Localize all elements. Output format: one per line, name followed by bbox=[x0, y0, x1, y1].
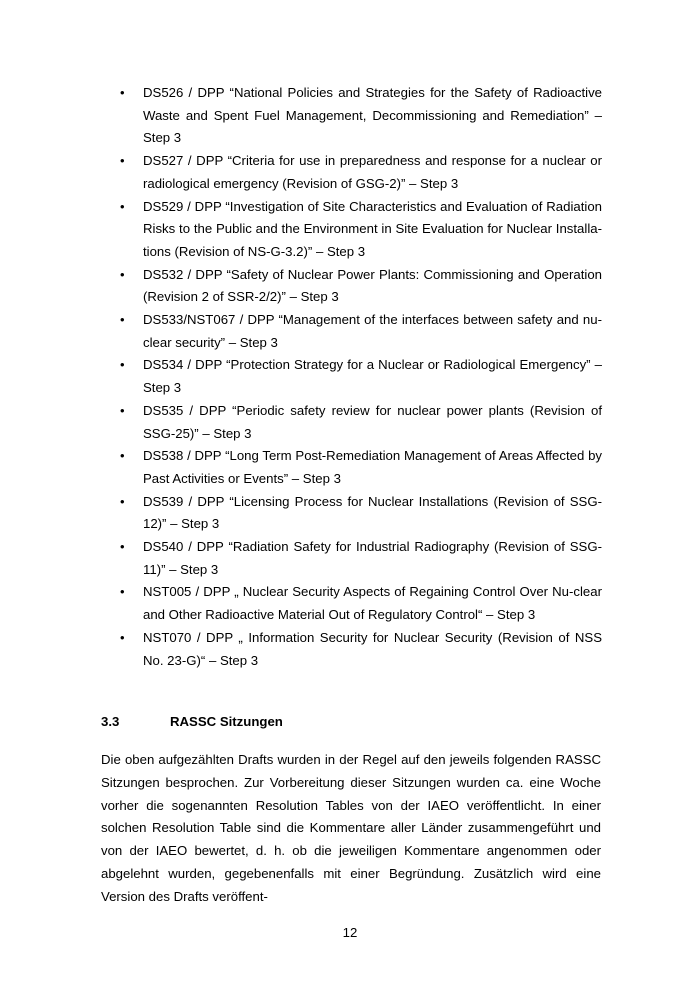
list-item: • DS538 / DPP “Long Term Post-Remediation Management of Areas Affected by Past Activities or Events” – Step 3 bbox=[118, 445, 602, 490]
list-item: • DS535 / DPP “Periodic safety review for nuclear power plants (Revision of SSG-25)” – Step 3 bbox=[118, 400, 602, 445]
list-item: • DS540 / DPP “Radiation Safety for Industrial Radiography (Revision of SSG-11)” – Step 3 bbox=[118, 536, 602, 581]
list-item: • NST070 / DPP „ Information Security for Nuclear Security (Revision of NSS No. 23-G)“ – Step 3 bbox=[118, 627, 602, 672]
list-item: • DS533/NST067 / DPP “Management of the interfaces between safety and nuclear security” – Step 3 bbox=[118, 309, 602, 354]
section-title: RASSC Sitzungen bbox=[170, 714, 283, 729]
list-item: • DS532 / DPP “Safety of Nuclear Power Plants: Commissioning and Operation (Revision 2 of SSR-2/2)” – Step 3 bbox=[118, 264, 602, 309]
list-item: • DS539 / DPP “Licensing Process for Nuclear Installations (Revision of SSG-12)” – Step 3 bbox=[118, 491, 602, 536]
page-number: 12 bbox=[342, 925, 358, 940]
section-heading bbox=[101, 714, 283, 729]
list-item: • DS529 / DPP “Investigation of Site Characteristics and Evaluation of Radiation Risks to the Public and the Environment in Site Evaluation for Nuclear Installations (Revision of NS-G-3.2)” – Step 3 bbox=[118, 196, 602, 264]
list-item: • NST005 / DPP „ Nuclear Security Aspects of Regaining Control Over Nu-clear and Other Radioactive Material Out of Regulatory Control“ – Step 3 bbox=[118, 581, 602, 626]
draft-list bbox=[118, 82, 602, 672]
list-item: • DS527 / DPP “Criteria for use in preparedness and response for a nuclear or radiological emergency (Revision of GSG-2)” – Step 3 bbox=[118, 150, 602, 195]
list-item: • DS526 / DPP “National Policies and Strategies for the Safety of Radioactive Waste and Spent Fuel Management, Decommissioning and Remediation” – Step 3 bbox=[118, 82, 602, 150]
list-item: • DS534 / DPP “Protection Strategy for a Nuclear or Radiological Emergency” – Step 3 bbox=[118, 354, 602, 399]
section-number: 3.3 bbox=[101, 714, 120, 729]
section-paragraph: Die oben aufgezählten Drafts wurden in der Regel auf den jeweils folgenden RASSC Sitzungen besprochen. Zur Vorbereitung dieser Sitzungen wurden ca. eine Woche vorher die sogenannten Resolution Tables von der IAEO veröffentlicht. In einer solchen Resolution Table sind die Kommentare aller Länder zusammengeführt und von der IAEO bewertet, d. h. ob die jeweiligen Kommentare angenommen oder abgelehnt wurden, gegebenenfalls mit einer Begründung. Zusätzlich wird eine Version des Drafts veröffent- bbox=[101, 752, 601, 904]
